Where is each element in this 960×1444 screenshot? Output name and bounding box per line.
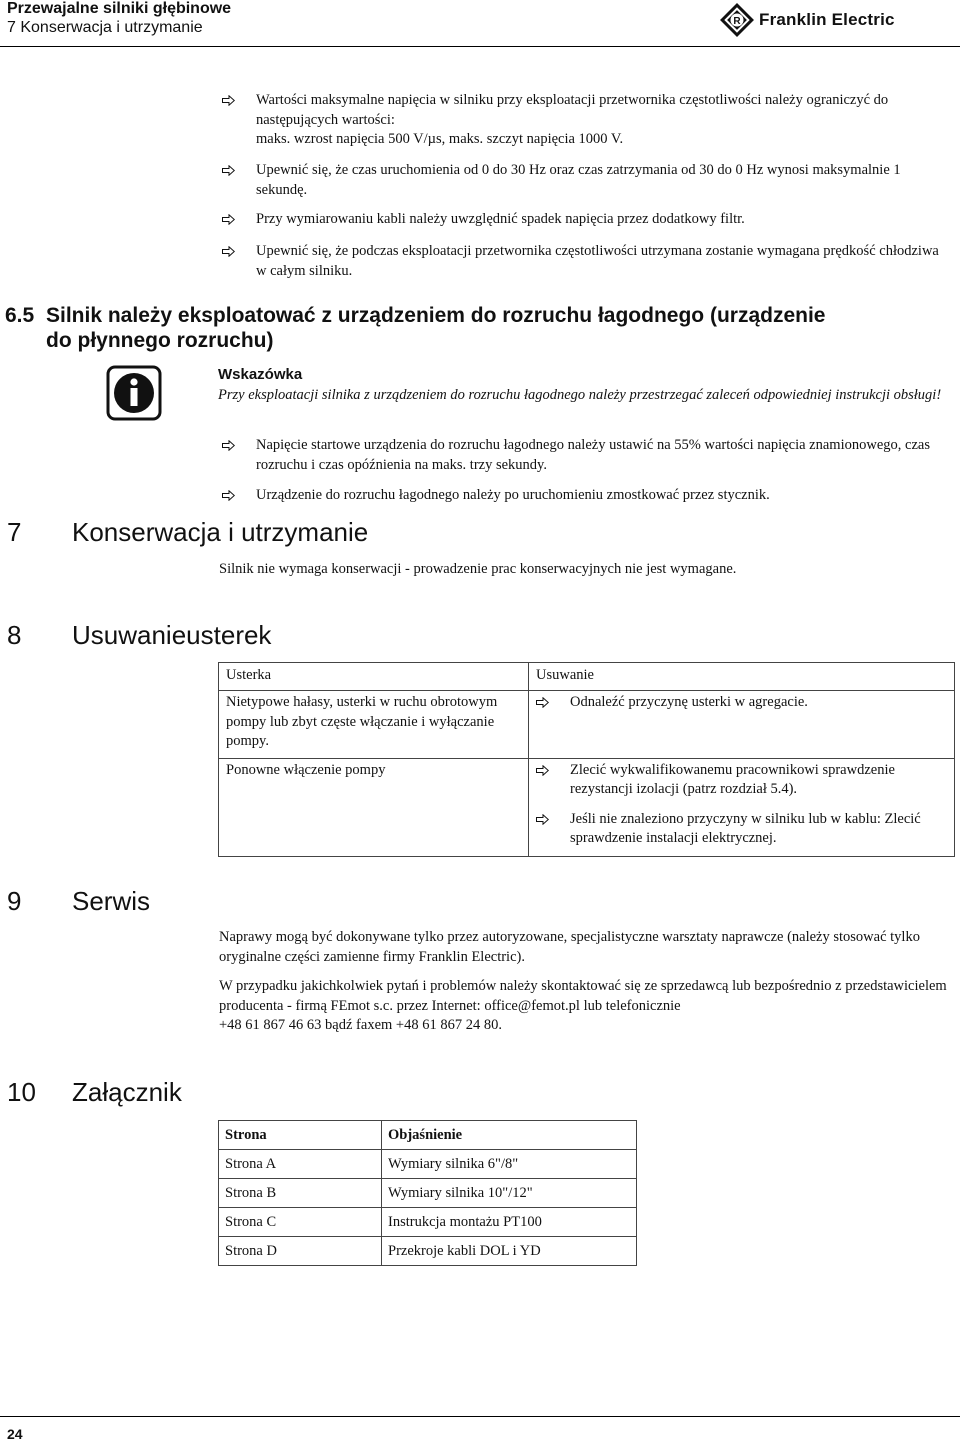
remedy-item <box>536 810 947 849</box>
table-cell: Wymiary silnika 10"/12" <box>382 1179 637 1208</box>
arrow-right-icon <box>222 214 235 225</box>
section-number: 8 <box>7 620 22 650</box>
list-item <box>222 242 950 281</box>
section-title-line1: Silnik należy eksploatować z urządzeniem do rozruchu łagodnego (urządzenie <box>46 304 826 327</box>
bullet-text: Urządzenie do rozruchu łagodnego należy po uruchomieniu zmostkować przez stycznik. <box>256 487 770 503</box>
list-item <box>222 161 950 200</box>
table-cell: Wymiary silnika 6"/8" <box>382 1150 637 1179</box>
section-8-heading <box>7 620 271 650</box>
table-header-page: Strona <box>219 1121 382 1150</box>
service-paragraph-2 <box>219 977 954 1036</box>
document-title: Przewajalne silniki głębinowe <box>7 0 232 17</box>
bullet-text: Upewnić się, że czas uruchomienia od 0 do 30 Hz oraz czas zatrzymania od 30 do 0 Hz wynosi maksymalnie 1 sekundę. <box>256 162 901 198</box>
table-cell: Strona A <box>219 1150 382 1179</box>
section-title: Załącznik <box>72 1077 182 1107</box>
note-text: Przy eksploatacji silnika z urządzeniem do rozruchu łagodnego należy przestrzegać zaleceń odpowiedniej instrukcji obsługi! <box>218 387 942 403</box>
service-paragraph-1: Naprawy mogą być dokonywane tylko przez autoryzowane, specjalistyczne warsztaty naprawcze (należy stosować tylko oryginalne części zamienne firmy Franklin Electric). <box>219 929 920 965</box>
remedy-item <box>536 761 947 800</box>
annex-table <box>218 1120 637 1266</box>
section-title: Konserwacja i utrzymanie <box>72 517 369 547</box>
bullet-text: Upewnić się, że podczas eksploatacji przetwornika częstotliwości utrzymana zostanie wymagana prędkość chłodziwa w całym silniku. <box>256 243 939 279</box>
arrow-right-icon <box>536 697 549 708</box>
table-row <box>219 1237 637 1266</box>
table-row <box>219 1208 637 1237</box>
arrow-right-icon <box>536 814 549 825</box>
table-cell: Przekroje kabli DOL i YD <box>382 1237 637 1266</box>
section-title-line2: do płynnego rozruchu) <box>46 329 274 352</box>
fault-cell: Nietypowe hałasy, usterki w ruchu obrotowym pompy lub zbyt częste włączanie i wyłączanie pompy. <box>219 691 529 759</box>
section-9-heading <box>7 886 150 916</box>
table-row <box>219 691 955 759</box>
table-row <box>219 758 955 856</box>
table-row <box>219 1150 637 1179</box>
header-divider <box>0 46 960 47</box>
page-number: 24 <box>7 1426 23 1442</box>
section-7-heading <box>7 517 368 547</box>
table-header-explanation: Objaśnienie <box>382 1121 637 1150</box>
bullet-text: Wartości maksymalne napięcia w silniku przy eksploatacji przetwornika częstotliwości należy ograniczyć do następujących wartości: <box>256 92 889 128</box>
section-number: 9 <box>7 886 22 916</box>
table-header-fault: Usterka <box>219 663 529 691</box>
list-item <box>222 486 950 506</box>
bullet-text-line2: maks. wzrost napięcia 500 V/µs, maks. szczyt napięcia 1000 V. <box>256 131 624 147</box>
list-item <box>222 91 950 150</box>
table-cell: Strona C <box>219 1208 382 1237</box>
info-icon <box>106 365 162 421</box>
remedy-text: Zlecić wykwalifikowanemu pracownikowi sprawdzenie rezystancji izolacji (patrz rozdział 5.4). <box>570 761 895 797</box>
section-7-text: Silnik nie wymaga konserwacji - prowadzenie prac konserwacyjnych nie jest wymagane. <box>219 561 737 577</box>
remedy-item <box>536 693 947 713</box>
troubleshooting-table <box>218 662 955 857</box>
section-number: 10 <box>7 1077 36 1107</box>
footer-divider <box>0 1416 960 1417</box>
table-row <box>219 1179 637 1208</box>
section-number: 7 <box>7 517 22 547</box>
table-cell: Instrukcja montażu PT100 <box>382 1208 637 1237</box>
list-item <box>222 210 950 230</box>
arrow-right-icon <box>222 246 235 257</box>
bullet-text: Napięcie startowe urządzenia do rozruchu łagodnego należy ustawić na 55% wartości napięcia znamionowego, czas rozruchu i czas opóźnienia na maks. trzy sekundy. <box>256 437 930 473</box>
brand-name: Franklin Electric <box>759 10 895 29</box>
arrow-right-icon <box>536 765 549 776</box>
arrow-right-icon <box>222 165 235 176</box>
remedy-text: Jeśli nie znaleziono przyczyny w silniku lub w kablu: Zlecić sprawdzenie instalacji elektrycznej. <box>570 810 921 846</box>
service-contact-text: W przypadku jakichkolwiek pytań i problemów należy skontaktować się ze sprzedawcą lub bezpośrednio z przedstawicielem producenta - firmą FEmot s.c. przez Internet: office@femot.pl lub telefonicznie <box>219 978 947 1014</box>
remedy-text: Odnaleźć przyczynę usterki w agregacie. <box>570 694 808 710</box>
fault-cell: Ponowne włączenie pompy <box>219 758 529 856</box>
table-cell: Strona D <box>219 1237 382 1266</box>
arrow-right-icon <box>222 490 235 501</box>
table-cell: Strona B <box>219 1179 382 1208</box>
chapter-subtitle: 7 Konserwacja i utrzymanie <box>7 19 203 36</box>
note-title: Wskazówka <box>218 366 303 383</box>
bullet-text: Przy wymiarowaniu kabli należy uwzględnić spadek napięcia przez dodatkowy filtr. <box>256 211 745 227</box>
section-6-5-heading <box>5 303 825 353</box>
brand-logo <box>719 2 895 38</box>
franklin-electric-logo-icon <box>719 2 755 38</box>
arrow-right-icon <box>222 440 235 451</box>
service-phone-fax: +48 61 867 46 63 bądź faxem +48 61 867 24 80. <box>219 1017 502 1033</box>
table-header-remedy: Usuwanie <box>529 663 955 691</box>
list-item <box>222 436 950 475</box>
arrow-right-icon <box>222 95 235 106</box>
section-title: Serwis <box>72 886 151 916</box>
remedy-cell <box>529 758 955 856</box>
section-title: Usuwanieusterek <box>72 620 272 650</box>
section-10-heading <box>7 1077 182 1107</box>
remedy-cell <box>529 691 955 759</box>
svg-text:R: R <box>733 16 741 27</box>
section-number: 6.5 <box>5 304 35 327</box>
